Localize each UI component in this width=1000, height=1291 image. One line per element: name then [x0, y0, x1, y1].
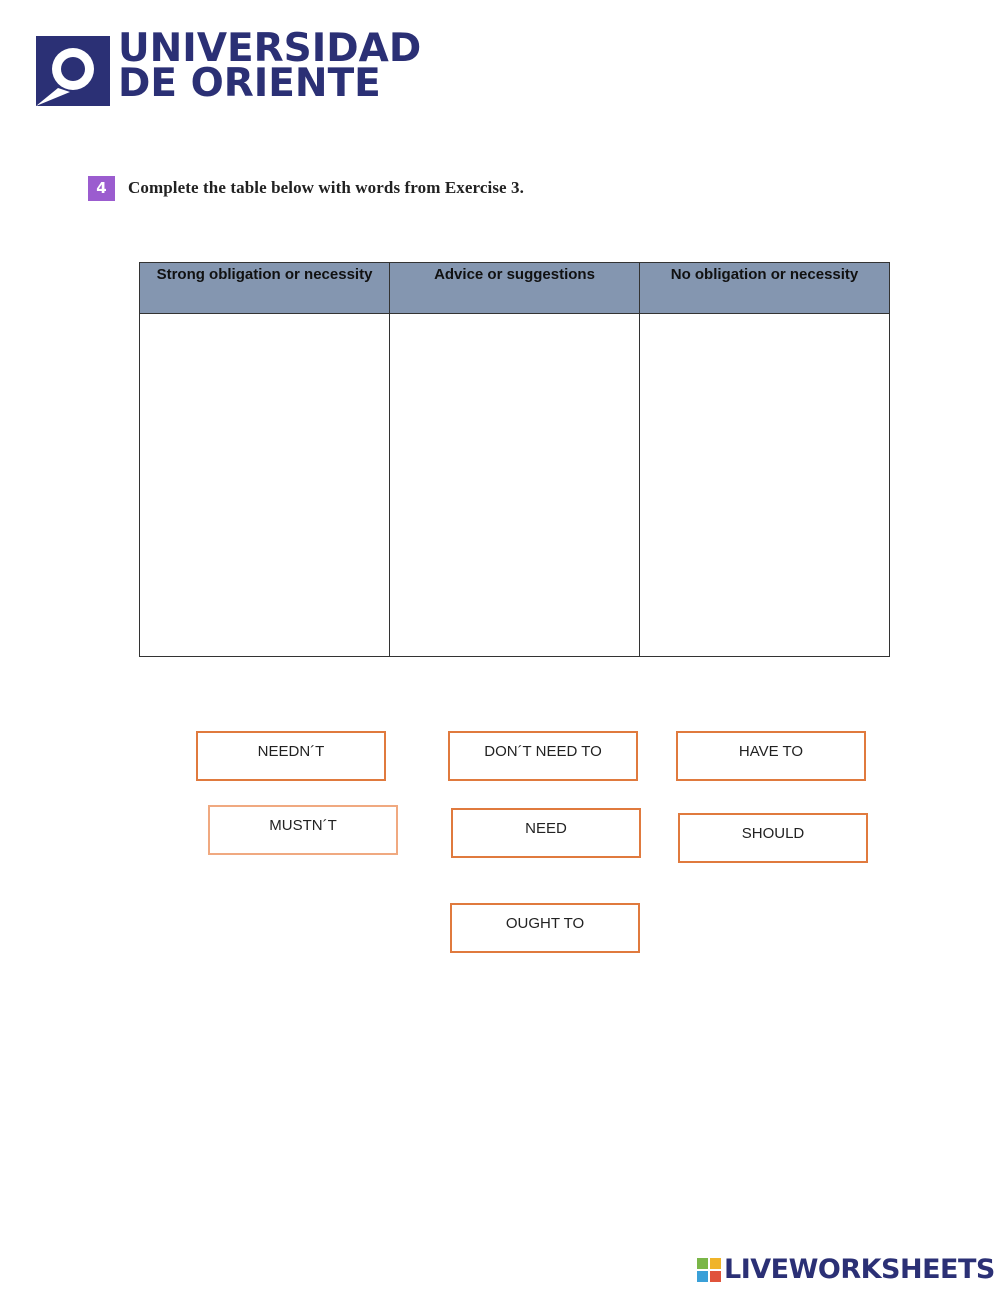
drop-zone-advice[interactable] [390, 314, 640, 657]
logo-line-2: DE ORIENTE [118, 61, 381, 106]
drop-zone-strong-obligation[interactable] [140, 314, 390, 657]
word-chip-mustnt[interactable]: MUSTN´T [208, 805, 398, 855]
liveworksheets-wordmark: LIVEWORKSHEETS [724, 1254, 995, 1285]
word-chip-ought-to[interactable]: OUGHT TO [450, 903, 640, 953]
classification-table [139, 262, 890, 657]
column-header-advice: Advice or suggestions [390, 263, 640, 314]
logo-line-1: UNIVERSIDAD [118, 26, 422, 71]
university-logo-icon [36, 36, 110, 106]
liveworksheets-brand [697, 1255, 997, 1285]
word-chip-have-to[interactable]: HAVE TO [676, 731, 866, 781]
drop-zone-no-obligation[interactable] [640, 314, 890, 657]
word-chip-dont-need-to[interactable]: DON´T NEED TO [448, 731, 638, 781]
university-logo [36, 26, 422, 109]
exercise-number-badge: 4 [88, 176, 115, 201]
word-chip-neednt[interactable]: NEEDN´T [196, 731, 386, 781]
column-header-strong-obligation: Strong obligation or necessity [140, 263, 390, 314]
column-header-no-obligation: No obligation or necessity [640, 263, 890, 314]
university-name [118, 26, 422, 106]
exercise-instruction: Complete the table below with words from Exercise 3. [128, 178, 524, 197]
liveworksheets-logo-icon [697, 1258, 721, 1282]
word-chip-need[interactable]: NEED [451, 808, 641, 858]
word-chip-should[interactable]: SHOULD [678, 813, 868, 863]
